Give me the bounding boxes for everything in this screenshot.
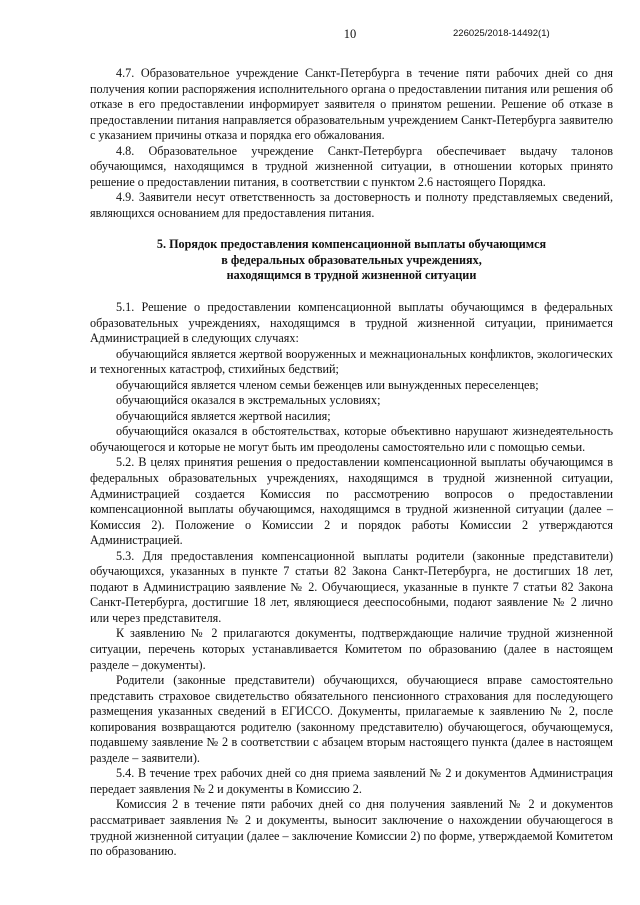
section-5-heading bbox=[90, 237, 613, 284]
paragraph-4-7: 4.7. Образовательное учреждение Санкт-Петербурга в течение пяти рабочих дней со дня получения копии распоряжения исполнительного органа о предоставлении питания или решения об отказе в его предоставлении информирует заявителя о принятом решении. Решение об отказе в предоставлении питания направляется образовательным учреждением Санкт-Петербурга заявителю с указанием причины отказа и порядка его обжалования. bbox=[90, 66, 613, 143]
section-heading-line: 5. Порядок предоставления компенсационной выплаты обучающимся bbox=[156, 237, 547, 252]
paragraph-4-9: 4.9. Заявители несут ответственность за достоверность и полноту представляемых сведений, являющихся основанием для предоставления питания. bbox=[90, 190, 613, 220]
paragraph-5-4: 5.4. В течение трех рабочих дней со дня приема заявлений № 2 и документов Администрация передает заявления № 2 и документы в Комиссию 2. bbox=[90, 766, 613, 796]
paragraph-5-4-commission: Комиссия 2 в течение пяти рабочих дней со дня получения заявлений № 2 и документов рассматривает заявления № 2 и документы, выносит заключение о нахождении обучающегося в трудной жизненной ситуации (далее – заключение Комиссии 2) по форме, утверждаемой Комитетом по образованию. bbox=[90, 797, 613, 859]
registration-number: 226025/2018-14492(1) bbox=[453, 28, 550, 39]
case-item: обучающийся оказался в обстоятельствах, которые объективно нарушают жизнедеятельность обучающегося и которые не могут быть им преодолены самостоятельно или с помощью семьи. bbox=[90, 424, 613, 454]
case-item: обучающийся является жертвой насилия; bbox=[116, 408, 331, 423]
paragraph-5-3: 5.3. Для предоставления компенсационной выплаты родители (законные представители) обучающихся, указанных в пункте 7 статьи 82 Закона Санкт-Петербурга, не достигших 18 лет, подают в Администрацию заявление № 2. Обучающиеся, указанные в пункте 7 статьи 82 Закона Санкт-Петербурга, достигшие 18 лет, являющиеся дееспособными, подают заявление № 2 лично или через представителя. bbox=[90, 548, 613, 625]
case-item: обучающийся является жертвой вооруженных и межнациональных конфликтов, экологических и техногенных катастроф, стихийных бедствий; bbox=[90, 346, 613, 377]
paragraph-5-3-parents: Родители (законные представители) обучающихся, обучающиеся вправе самостоятельно представить страховое свидетельство обязательного пенсионного страхования для последующего размещения указанных сведений в ЕГИССО. Документы, прилагаемые к заявлению № 2, после копирования возвращаются родителю (законному представителю) обучающегося, обучающемуся, подавшему заявление № 2 в соответствии с абзацем вторым настоящего пункта (далее в настоящем разделе – заявители). bbox=[90, 673, 613, 765]
paragraph-5-3-documents: К заявлению № 2 прилагаются документы, подтверждающие наличие трудной жизненной ситуации, перечень которых устанавливается Комитетом по образованию (далее в настоящем разделе – документы). bbox=[90, 626, 613, 672]
paragraph-5-2: 5.2. В целях принятия решения о предоставлении компенсационной выплаты обучающимся в федеральных образовательных учреждениях, находящимся в трудной жизненной ситуации, Администрацией создается Комиссия по рассмотрению вопросов о предоставлении компенсационной выплаты обучающимся, находящимся в трудной жизненной ситуации (далее – Комиссия 2). Положение о Комиссии 2 и порядок работы Комиссии 2 утверждаются Администрацией. bbox=[90, 455, 613, 548]
case-item: обучающийся является членом семьи беженцев или вынужденных переселенцев; bbox=[116, 377, 539, 392]
paragraph-5-1: 5.1. Решение о предоставлении компенсационной выплаты обучающимся в федеральных образовательных учреждениях, находящимся в трудной жизненной ситуации, принимается Администрацией в следующих случаях: bbox=[90, 299, 613, 346]
section-heading-line: в федеральных образовательных учреждениях, bbox=[221, 252, 482, 267]
section-heading-line: находящимся в трудной жизненной ситуации bbox=[226, 268, 477, 283]
page-number: 10 bbox=[343, 27, 357, 41]
document-body bbox=[90, 66, 613, 860]
case-item: обучающийся оказался в экстремальных условиях; bbox=[116, 393, 381, 408]
paragraph-4-8: 4.8. Образовательное учреждение Санкт-Петербурга обеспечивает выдачу талонов обучающимся, находящимся в трудной жизненной ситуации, в отношении которых принято решение о предоставлении питания, в соответствии с пунктом 2.6 настоящего Порядка. bbox=[90, 143, 613, 189]
